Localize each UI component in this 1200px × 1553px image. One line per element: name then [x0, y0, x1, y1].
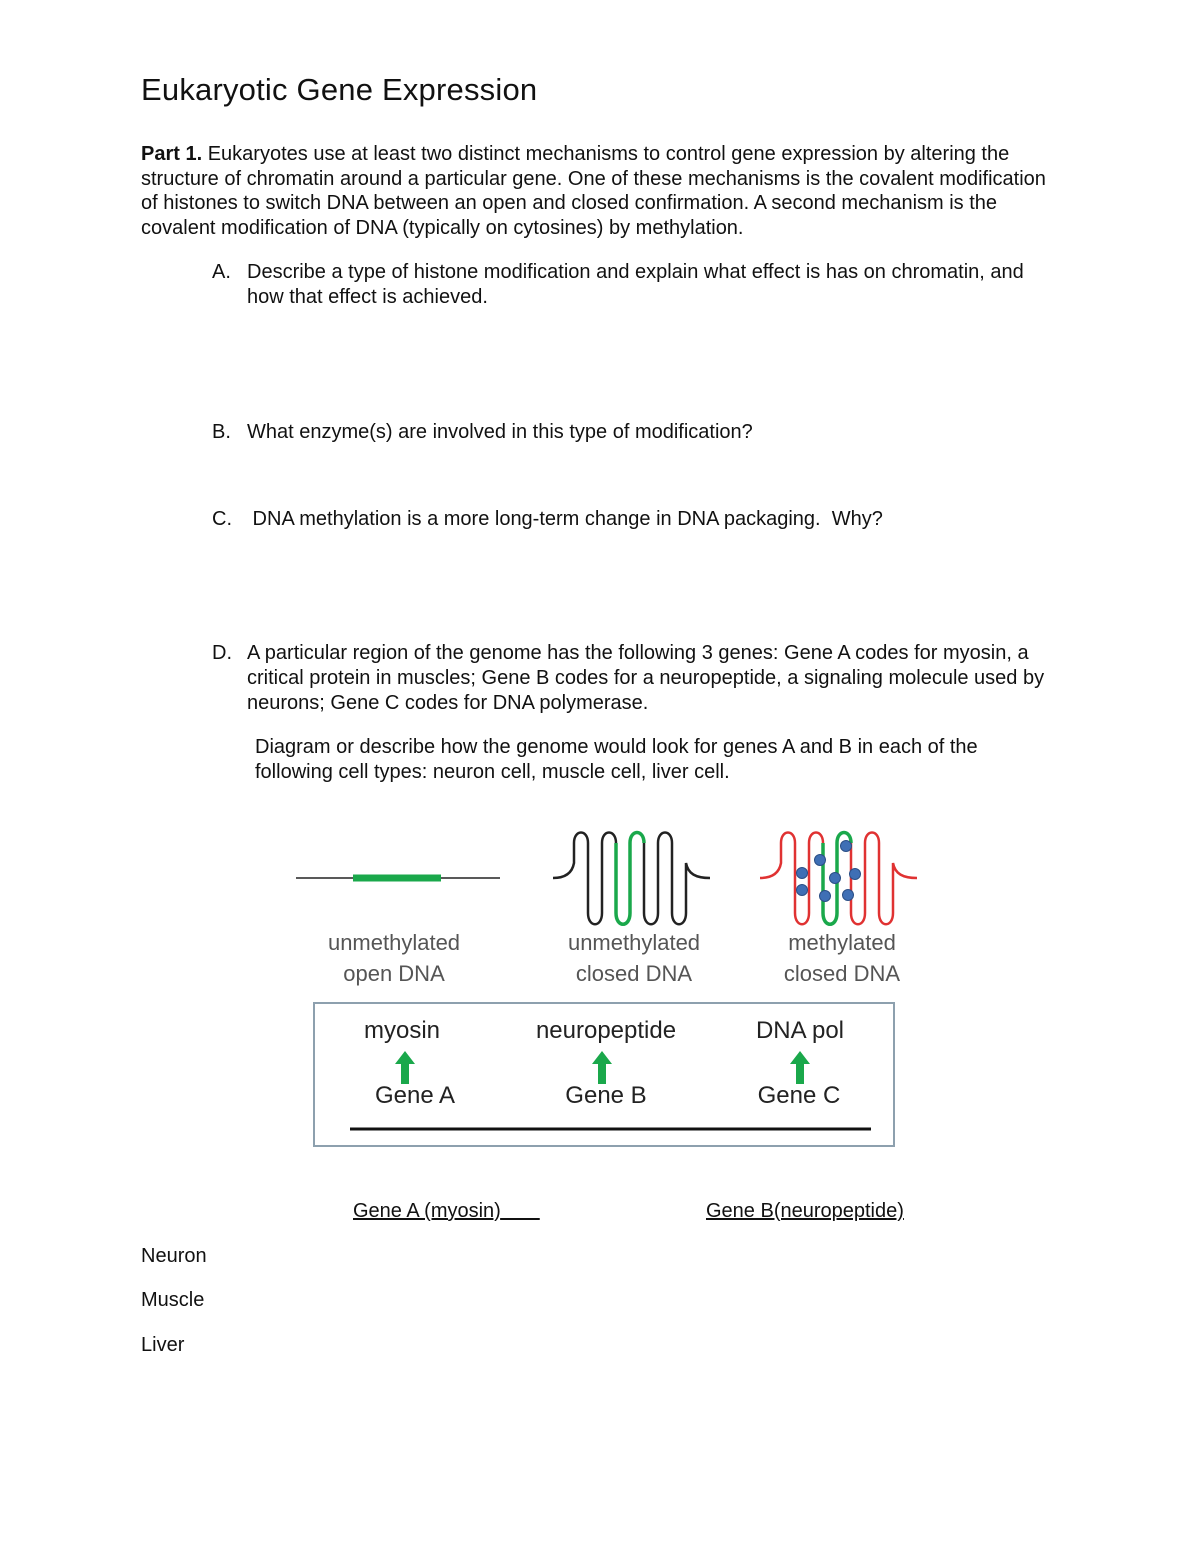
state-label-closed: unmethylated closed DNA	[567, 930, 701, 986]
part1-label: Part 1.	[141, 143, 203, 165]
question-b	[212, 420, 1062, 445]
methyl-group-dot	[843, 890, 854, 901]
methyl-group-dot	[841, 841, 852, 852]
part1-text: Eukaryotes use at least two distinct mechanisms to control gene expression by altering the structure of chromatin around a particular gene. One of these mechanisms is the covalent modification of histones to switch DNA between an open and closed confirmation. A second mechanism is the covalent modification of DNA (typically on cytosines) by methylation.	[141, 143, 1046, 239]
methyl-group-dot	[830, 873, 841, 884]
gene-a-product: myosin	[363, 1017, 441, 1044]
question-b-letter: B.	[212, 421, 231, 443]
row-label-liver: Liver	[141, 1334, 185, 1356]
expression-arrows	[395, 1051, 810, 1084]
question-c-text: DNA methylation is a more long-term change in DNA packaging. Why?	[247, 508, 883, 530]
state-label-open: unmethylated open DNA	[327, 930, 461, 986]
dna-state-figure	[280, 818, 940, 1158]
question-a	[212, 260, 1062, 310]
gene-b-product: neuropeptide	[535, 1017, 677, 1044]
question-c	[212, 507, 1062, 532]
question-b-text: What enzyme(s) are involved in this type of modification?	[247, 421, 753, 443]
question-a-text: Describe a type of histone modification and explain what effect is has on chromatin, and how that effect is achieved.	[247, 261, 1024, 308]
up-arrow-icon	[395, 1051, 415, 1084]
methyl-group-dot	[815, 855, 826, 866]
question-d	[212, 641, 1062, 716]
up-arrow-icon	[790, 1051, 810, 1084]
state-label-methylated: methylated closed DNA	[783, 930, 901, 986]
column-header-gene-a: Gene A (myosin)	[353, 1200, 501, 1222]
column-header-gene-b: Gene B(neuropeptide)	[706, 1200, 904, 1222]
gene-a-label: Gene A	[374, 1082, 456, 1109]
methyl-group-dot	[797, 868, 808, 879]
gene-b-label: Gene B	[565, 1082, 647, 1109]
gene-c-label: Gene C	[757, 1082, 841, 1109]
closed-dna-gene-segment	[616, 833, 644, 925]
page-title: Eukaryotic Gene Expression	[141, 72, 538, 107]
gene-c-product: DNA pol	[755, 1017, 845, 1044]
methyl-group-dot	[850, 869, 861, 880]
methyl-group-dot	[820, 891, 831, 902]
question-d-letter: D.	[212, 642, 232, 664]
methyl-group-dot	[797, 885, 808, 896]
diagram-prompt: Diagram or describe how the genome would look for genes A and B in each of the following cell types: neuron cell, muscle cell, liver cell.	[255, 736, 978, 783]
row-label-neuron: Neuron	[141, 1245, 207, 1267]
question-c-letter: C.	[212, 508, 232, 530]
up-arrow-icon	[592, 1051, 612, 1084]
question-d-text: A particular region of the genome has the following 3 genes: Gene A codes for myosin, a critical protein in muscles; Gene B codes for a neuropeptide, a signaling molecule used by neurons; Gene C codes for DNA polymerase.	[247, 642, 1045, 714]
row-label-muscle: Muscle	[141, 1289, 205, 1311]
question-a-letter: A.	[212, 261, 231, 283]
part1-paragraph	[141, 142, 1061, 240]
